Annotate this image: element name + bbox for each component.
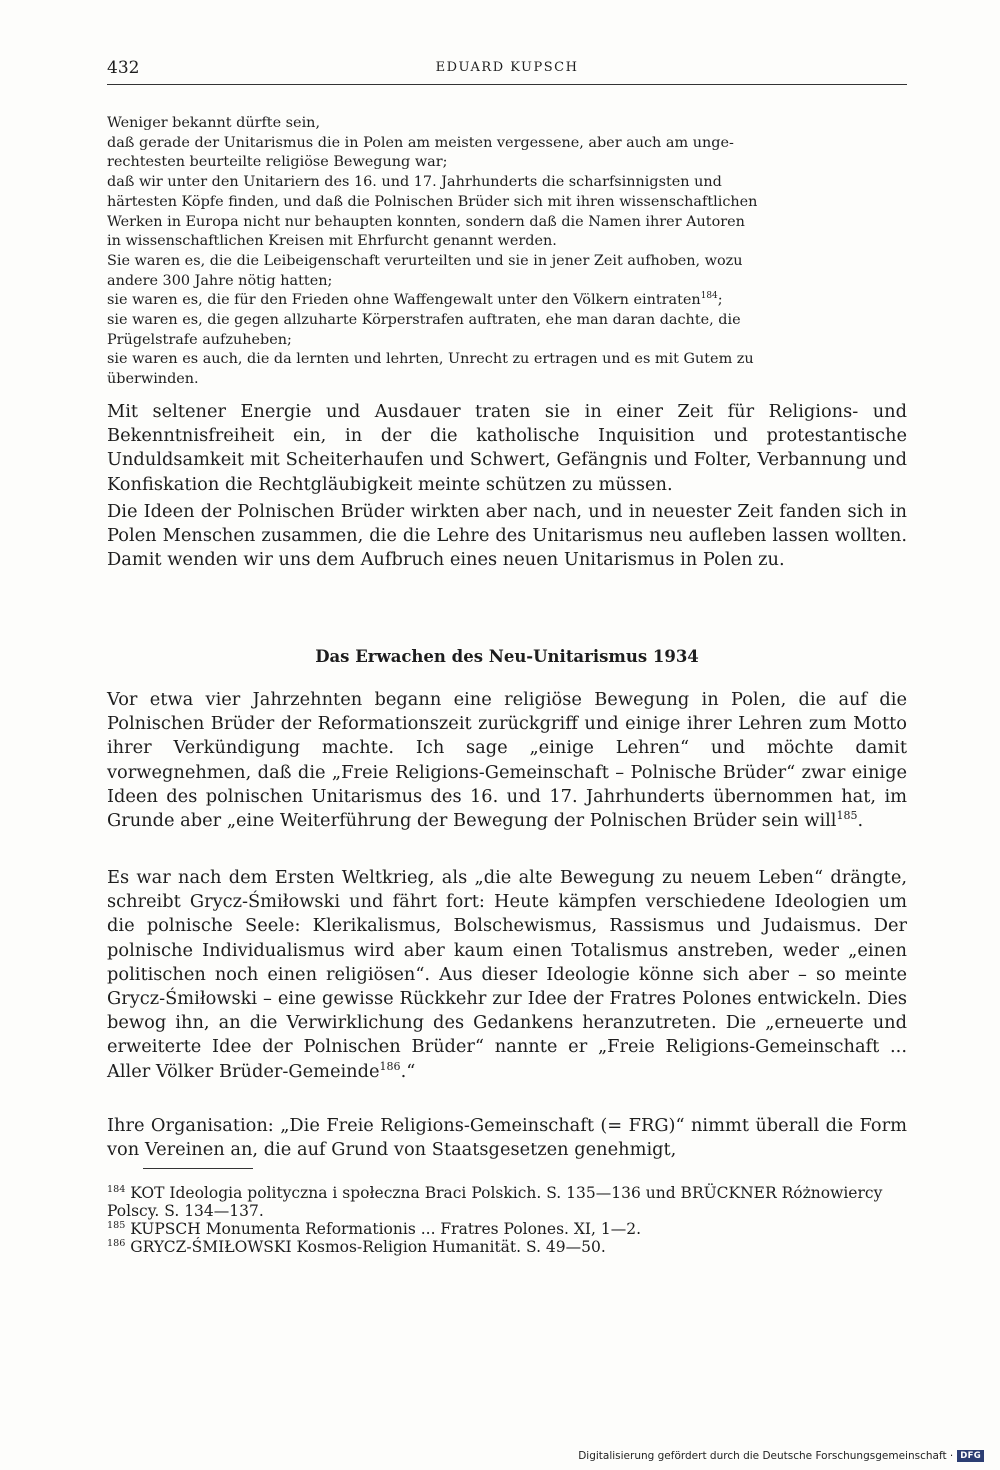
- quote-line: in wissenschaftlichen Kreisen mit Ehrfurcht genannt werden.: [107, 233, 557, 250]
- footnote-rule: [143, 1168, 253, 1169]
- quote-line: daß gerade der Unitarismus die in Polen am meisten vergessene, aber auch am unge-: [107, 134, 734, 151]
- body-paragraph: Die Ideen der Polnischen Brüder wirkten aber nach, und in neuester Zeit fanden sich in Polen Menschen zusammen, die die Lehre des Unitarismus neu aufleben lassen wollten. Damit wenden wir uns dem Aufbruch eines neuen Unitarismus in Polen zu.: [107, 501, 907, 571]
- quote-line: härtesten Köpfe finden, und daß die Polnischen Brüder sich mit ihren wissenschaftlichen: [107, 193, 758, 210]
- body-paragraph: Es war nach dem Ersten Weltkrieg, als „die alte Bewegung zu neuem Leben“ drängte, schreibt Grycz-Śmiłowski und fährt fort: Heute kämpfen verschiedene Ideologien um die polnische Seele: Klerikalismus, Bolschewismus, Rassismus und Judaismus. Der polnische Individualismus wird aber kaum einen Totalismus anstreben, weder „einen politischen noch einen religiösen“. Aus dieser Ideologie könne sich aber – so meinte Grycz-Śmiłowski – eine gewisse Rückkehr zur Idee der Fratres Polones entwickeln. Dies bewog ihn, an die Verwirklichung des Gedankens heranzutreten. Die „erneuerte und erweiterte Idee der Polnischen Brüder“ nannte er „Freie Religions-Gemeinschaft ... Aller Völker Brüder-Gemeinde$^{186}$.“: [107, 867, 907, 1082]
- footnotes: [107, 1184, 907, 1256]
- running-head: EDUARD KUPSCH: [435, 60, 579, 75]
- quote-line: sie waren es auch, die da lernten und lehrten, Unrecht zu ertragen und es mit Gutem zu: [107, 351, 754, 368]
- footnote-ref-186[interactable]: 186: [379, 1059, 401, 1073]
- credit-text: Digitalisierung gefördert durch die Deutsche Forschungsgemeinschaft ·: [578, 1450, 954, 1462]
- body-paragraph: Mit seltener Energie und Ausdauer traten sie in einer Zeit für Religions- und Bekenntnisfreiheit ein, in der die katholische Inquisition und protestantische Unduldsamkeit mit Scheiterhaufen und Schwert, Gefängnis und Folter, Verbannung und Konfiskation die Rechtgläubigkeit meinte schützen zu müssen.: [107, 401, 907, 495]
- quote-line: andere 300 Jahre nötig hatten;: [107, 272, 333, 289]
- footnote-185: $^{185}$ KUPSCH Monumenta Reformationis ... Fratres Polones. XI, 1—2.: [107, 1219, 642, 1238]
- page-number: 432: [107, 58, 140, 78]
- quote-line: rechtesten beurteilte religiöse Bewegung war;: [107, 154, 448, 171]
- quote-line: überwinden.: [107, 371, 199, 388]
- quote-line: Prügelstrafe aufzuheben;: [107, 331, 292, 348]
- footnote-ref-184[interactable]: 184: [700, 291, 718, 302]
- dfg-logo-icon: DFG: [957, 1450, 984, 1462]
- header-rule: [107, 84, 907, 85]
- section-heading: Das Erwachen des Neu-Unitarismus 1934: [315, 647, 699, 666]
- block-quote: [107, 114, 907, 390]
- quote-line: sie waren es, die für den Frieden ohne Waffengewalt unter den Völkern eintraten$^{184}$;: [107, 291, 723, 309]
- footnote-184: $^{184}$ KOT Ideologia polityczna i społeczna Braci Polskich. S. 135—136 und BRÜCKNER Różnowiercy Polscy. S. 134—137.: [107, 1183, 883, 1220]
- footnote-ref-185[interactable]: 185: [836, 809, 858, 823]
- quote-line: Werken in Europa nicht nur behaupten konnten, sondern daß die Namen ihrer Autoren: [107, 213, 745, 230]
- quote-line: sie waren es, die gegen allzuharte Körperstrafen auftraten, ehe man daran dachte, die: [107, 312, 741, 329]
- quote-line: Sie waren es, die die Leibeigenschaft verurteilten und sie in jener Zeit aufhoben, wozu: [107, 252, 743, 269]
- digitization-credit: [578, 1450, 984, 1462]
- body-paragraph: Vor etwa vier Jahrzehnten begann eine religiöse Bewegung in Polen, die auf die Polnischen Brüder der Reformationszeit zurückgriff und einige ihrer Lehren zum Motto ihrer Verkündigung machte. Ich sage „einige Lehren“ und möchte damit vorwegnehmen, daß die „Freie Religions-Gemeinschaft – Polnische Brüder“ zwar einige Ideen des polnischen Unitarismus des 16. und 17. Jahrhunderts übernommen hat, im Grunde aber „eine Weiterführung der Bewegung der Polnischen Brüder sein will$^{185}$.: [107, 689, 907, 832]
- quote-line: Weniger bekannt dürfte sein,: [107, 115, 321, 131]
- quote-line: daß wir unter den Unitariern des 16. und 17. Jahrhunderts die scharfsinnigsten und: [107, 174, 722, 191]
- body-paragraph: Ihre Organisation: „Die Freie Religions-Gemeinschaft (= FRG)“ nimmt überall die Form von Vereinen an, die auf Grund von Staatsgesetzen genehmigt,: [107, 1115, 907, 1161]
- footnote-186: $^{186}$ GRYCZ-ŚMIŁOWSKI Kosmos-Religion Humanität. S. 49—50.: [107, 1237, 606, 1256]
- page-header: [107, 58, 907, 84]
